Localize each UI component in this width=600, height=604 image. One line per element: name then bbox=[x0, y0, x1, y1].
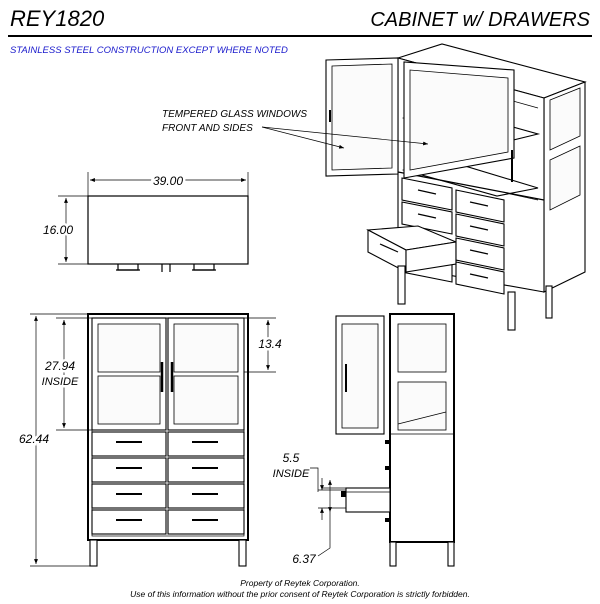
drawer-height-leader bbox=[318, 512, 330, 556]
inside-height-value: 27.94 bbox=[44, 359, 76, 373]
front-elevation bbox=[19, 314, 282, 566]
footer bbox=[130, 578, 470, 599]
iso-right-door-glass bbox=[410, 70, 508, 170]
top-view-outline bbox=[88, 196, 248, 264]
side-elevation bbox=[273, 314, 454, 566]
callout-line-1: TEMPERED GLASS WINDOWS bbox=[162, 109, 308, 120]
top-view bbox=[43, 172, 248, 272]
top-view-handles bbox=[116, 264, 216, 272]
front-left-door bbox=[92, 318, 166, 430]
model-number: REY1820 bbox=[10, 6, 105, 31]
iso-left-door-glass bbox=[332, 64, 392, 170]
footer-copyright: Property of Reytek Corporation. bbox=[240, 578, 360, 588]
callout-line-2: FRONT AND SIDES bbox=[162, 123, 253, 134]
footer-notice: Use of this information without the prior consent of Reytek Corporation is strictly forbidden. bbox=[130, 589, 470, 599]
depth-value: 16.00 bbox=[42, 223, 74, 237]
shelf-spacing-value: 13.4 bbox=[258, 337, 282, 351]
drawer-inside-leader bbox=[310, 468, 318, 492]
width-value: 39.00 bbox=[152, 174, 184, 188]
overall-height-value: 62.44 bbox=[18, 432, 50, 446]
drawer-inside-value: 5.5 bbox=[282, 451, 300, 465]
title-block bbox=[8, 6, 592, 56]
material-note: STAINLESS STEEL CONSTRUCTION EXCEPT WHERE NOTED bbox=[10, 45, 288, 56]
side-open-drawer bbox=[346, 488, 390, 512]
inside-height-label: INSIDE bbox=[41, 376, 79, 388]
front-legs bbox=[90, 540, 246, 566]
isometric-view bbox=[326, 44, 585, 330]
drawing-title: CABINET w/ DRAWERS bbox=[370, 9, 590, 31]
drawer-inside-label: INSIDE bbox=[272, 468, 310, 480]
front-drawers bbox=[92, 432, 244, 534]
front-right-door bbox=[168, 318, 244, 430]
drawer-height-value: 6.37 bbox=[292, 552, 316, 566]
